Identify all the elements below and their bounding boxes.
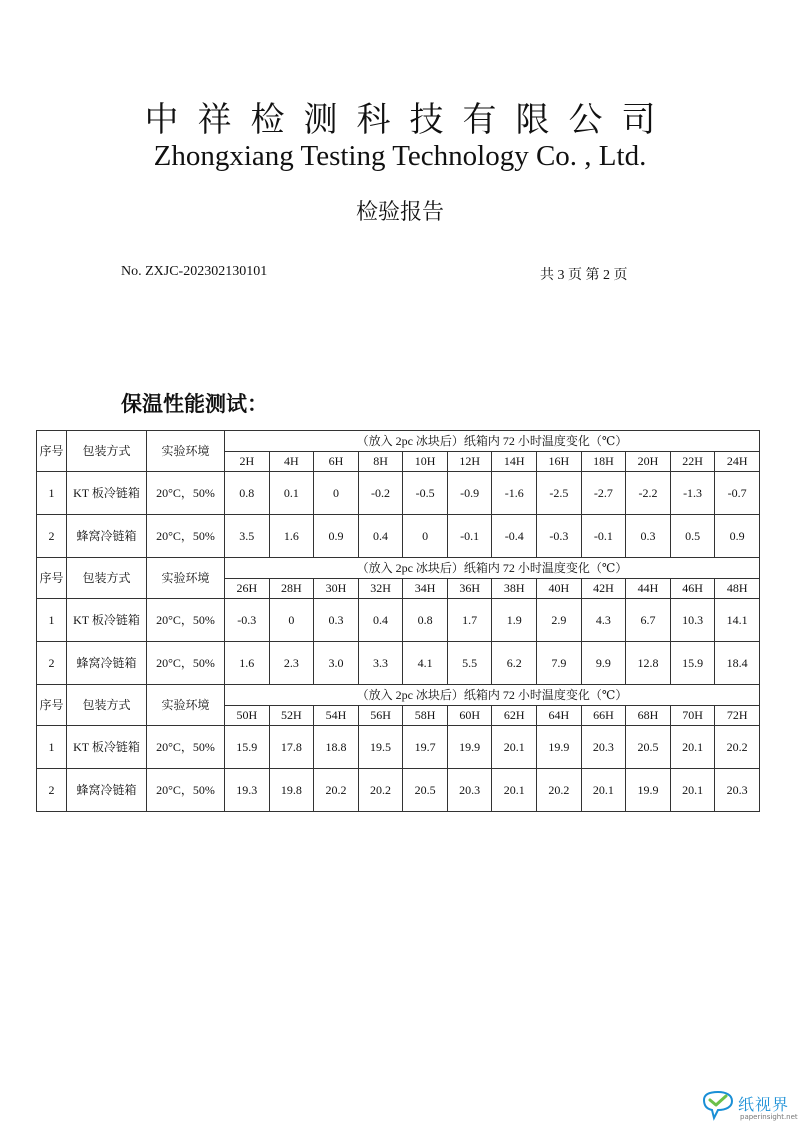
temp-value-cell: 19.9	[626, 769, 671, 812]
hour-header: 30H	[314, 579, 359, 599]
col-header-pack: 包装方式	[67, 685, 147, 726]
col-header-env: 实验环境	[147, 685, 225, 726]
hour-header: 64H	[537, 706, 582, 726]
hour-header: 56H	[358, 706, 403, 726]
hour-header: 52H	[269, 706, 314, 726]
temp-value-cell: 0	[403, 515, 448, 558]
hour-header: 72H	[715, 706, 760, 726]
temp-value-cell: 0.4	[358, 599, 403, 642]
hour-header: 32H	[358, 579, 403, 599]
seq-cell: 2	[37, 515, 67, 558]
pack-cell: KT 板冷链箱	[67, 472, 147, 515]
col-header-seq: 序号	[37, 685, 67, 726]
hour-header: 20H	[626, 452, 671, 472]
temp-value-cell: 7.9	[537, 642, 582, 685]
hour-header: 6H	[314, 452, 359, 472]
header-row	[37, 558, 760, 579]
pack-cell: KT 板冷链箱	[67, 726, 147, 769]
temp-value-cell: 20.1	[492, 769, 537, 812]
table-row	[37, 769, 760, 812]
temp-value-cell: 0.8	[225, 472, 270, 515]
table-row	[37, 472, 760, 515]
temp-value-cell: 0	[269, 599, 314, 642]
table-row	[37, 515, 760, 558]
hour-header: 18H	[581, 452, 626, 472]
temp-value-cell: 10.3	[670, 599, 715, 642]
temp-value-cell: -2.5	[537, 472, 582, 515]
temp-change-header: （放入 2pc 冰块后）纸箱内 72 小时温度变化（℃）	[225, 431, 760, 452]
pack-cell: KT 板冷链箱	[67, 599, 147, 642]
hour-header: 54H	[314, 706, 359, 726]
seq-cell: 2	[37, 642, 67, 685]
hour-header: 22H	[670, 452, 715, 472]
col-header-seq: 序号	[37, 431, 67, 472]
hour-header: 48H	[715, 579, 760, 599]
temp-value-cell: 4.3	[581, 599, 626, 642]
temp-value-cell: 5.5	[447, 642, 492, 685]
temp-value-cell: 20.2	[314, 769, 359, 812]
temp-value-cell: 3.3	[358, 642, 403, 685]
temp-value-cell: 0.5	[670, 515, 715, 558]
temp-value-cell: -1.6	[492, 472, 537, 515]
hour-header: 42H	[581, 579, 626, 599]
temp-value-cell: 18.8	[314, 726, 359, 769]
temp-value-cell: 3.5	[225, 515, 270, 558]
temp-value-cell: 3.0	[314, 642, 359, 685]
temp-value-cell: 6.2	[492, 642, 537, 685]
seq-cell: 1	[37, 726, 67, 769]
env-cell: 20°C，50%	[147, 642, 225, 685]
temp-value-cell: 20.1	[581, 769, 626, 812]
hour-header: 2H	[225, 452, 270, 472]
temp-value-cell: -0.7	[715, 472, 760, 515]
hour-header: 38H	[492, 579, 537, 599]
temp-value-cell: 20.3	[581, 726, 626, 769]
header-row	[37, 685, 760, 706]
temp-value-cell: -2.2	[626, 472, 671, 515]
temp-value-cell: 2.9	[537, 599, 582, 642]
col-header-pack: 包装方式	[67, 558, 147, 599]
temp-value-cell: 17.8	[269, 726, 314, 769]
hour-header: 14H	[492, 452, 537, 472]
hour-header: 44H	[626, 579, 671, 599]
temp-value-cell: 20.3	[447, 769, 492, 812]
temp-value-cell: 19.5	[358, 726, 403, 769]
hour-header: 34H	[403, 579, 448, 599]
watermark-name: 纸视界	[738, 1095, 790, 1114]
temp-value-cell: 12.8	[626, 642, 671, 685]
hour-header: 62H	[492, 706, 537, 726]
temp-value-cell: -0.1	[447, 515, 492, 558]
hour-header: 24H	[715, 452, 760, 472]
temp-value-cell: 0.3	[626, 515, 671, 558]
temp-value-cell: 20.2	[358, 769, 403, 812]
temp-value-cell: 0.9	[314, 515, 359, 558]
temp-value-cell: 1.6	[225, 642, 270, 685]
temp-value-cell: -0.4	[492, 515, 537, 558]
hour-header: 26H	[225, 579, 270, 599]
temp-value-cell: 9.9	[581, 642, 626, 685]
pack-cell: 蜂窝冷链箱	[67, 769, 147, 812]
env-cell: 20°C，50%	[147, 769, 225, 812]
temp-value-cell: 2.3	[269, 642, 314, 685]
hour-header: 60H	[447, 706, 492, 726]
col-header-env: 实验环境	[147, 558, 225, 599]
hour-header: 70H	[670, 706, 715, 726]
temp-value-cell: 20.1	[670, 769, 715, 812]
temp-value-cell: 19.8	[269, 769, 314, 812]
table-row	[37, 599, 760, 642]
temp-value-cell: 15.9	[225, 726, 270, 769]
temp-value-cell: 1.6	[269, 515, 314, 558]
temp-value-cell: 19.9	[537, 726, 582, 769]
temp-value-cell: 4.1	[403, 642, 448, 685]
report-number: No. ZXJC-202302130101	[121, 264, 268, 279]
temp-value-cell: 20.2	[537, 769, 582, 812]
env-cell: 20°C，50%	[147, 472, 225, 515]
hour-header: 28H	[269, 579, 314, 599]
temp-value-cell: 0	[314, 472, 359, 515]
insulation-test-table	[36, 430, 760, 812]
temp-value-cell: 0.1	[269, 472, 314, 515]
temp-value-cell: -2.7	[581, 472, 626, 515]
temp-value-cell: 0.4	[358, 515, 403, 558]
temp-value-cell: -0.5	[403, 472, 448, 515]
temp-value-cell: 15.9	[670, 642, 715, 685]
pack-cell: 蜂窝冷链箱	[67, 642, 147, 685]
hour-header: 68H	[626, 706, 671, 726]
temp-value-cell: 6.7	[626, 599, 671, 642]
table-row	[37, 726, 760, 769]
col-header-seq: 序号	[37, 558, 67, 599]
temp-value-cell: 0.8	[403, 599, 448, 642]
section-title: 保温性能测试：	[121, 391, 268, 416]
hour-header: 4H	[269, 452, 314, 472]
temp-value-cell: 1.9	[492, 599, 537, 642]
temp-value-cell: -0.3	[537, 515, 582, 558]
temp-value-cell: -0.1	[581, 515, 626, 558]
temp-value-cell: 0.3	[314, 599, 359, 642]
seq-cell: 1	[37, 472, 67, 515]
hour-header: 66H	[581, 706, 626, 726]
temp-value-cell: -0.3	[225, 599, 270, 642]
temp-value-cell: 20.1	[492, 726, 537, 769]
hour-header: 10H	[403, 452, 448, 472]
hour-header: 58H	[403, 706, 448, 726]
hour-header: 16H	[537, 452, 582, 472]
temp-value-cell: 20.5	[403, 769, 448, 812]
company-name-cn: 中祥检测科技有限公司	[144, 100, 675, 140]
hour-header: 12H	[447, 452, 492, 472]
header-row	[37, 431, 760, 452]
temp-value-cell: 19.3	[225, 769, 270, 812]
temp-value-cell: 1.7	[447, 599, 492, 642]
temp-value-cell: 18.4	[715, 642, 760, 685]
temp-change-header: （放入 2pc 冰块后）纸箱内 72 小时温度变化（℃）	[225, 558, 760, 579]
temp-value-cell: 19.9	[447, 726, 492, 769]
watermark	[700, 1088, 800, 1128]
col-header-env: 实验环境	[147, 431, 225, 472]
temp-value-cell: 19.7	[403, 726, 448, 769]
company-name-en: Zhongxiang Testing Technology Co. , Ltd.	[153, 140, 647, 172]
report-title: 检验报告	[355, 200, 444, 225]
page-info: 共 3 页 第 2 页	[540, 268, 628, 283]
watermark-logo-icon	[700, 1090, 736, 1124]
env-cell: 20°C，50%	[147, 726, 225, 769]
hour-header: 46H	[670, 579, 715, 599]
pack-cell: 蜂窝冷链箱	[67, 515, 147, 558]
temp-change-header: （放入 2pc 冰块后）纸箱内 72 小时温度变化（℃）	[225, 685, 760, 706]
temp-value-cell: 14.1	[715, 599, 760, 642]
env-cell: 20°C，50%	[147, 599, 225, 642]
temp-value-cell: -0.9	[447, 472, 492, 515]
temp-value-cell: 20.5	[626, 726, 671, 769]
seq-cell: 1	[37, 599, 67, 642]
hour-header: 50H	[225, 706, 270, 726]
temp-value-cell: -0.2	[358, 472, 403, 515]
seq-cell: 2	[37, 769, 67, 812]
temp-value-cell: 20.2	[715, 726, 760, 769]
hour-header: 36H	[447, 579, 492, 599]
watermark-url: paperinsight.net	[740, 1113, 798, 1121]
temp-value-cell: 20.3	[715, 769, 760, 812]
col-header-pack: 包装方式	[67, 431, 147, 472]
temp-value-cell: 0.9	[715, 515, 760, 558]
hour-header: 40H	[537, 579, 582, 599]
temp-value-cell: -1.3	[670, 472, 715, 515]
table-row	[37, 642, 760, 685]
env-cell: 20°C，50%	[147, 515, 225, 558]
temp-value-cell: 20.1	[670, 726, 715, 769]
hour-header: 8H	[358, 452, 403, 472]
